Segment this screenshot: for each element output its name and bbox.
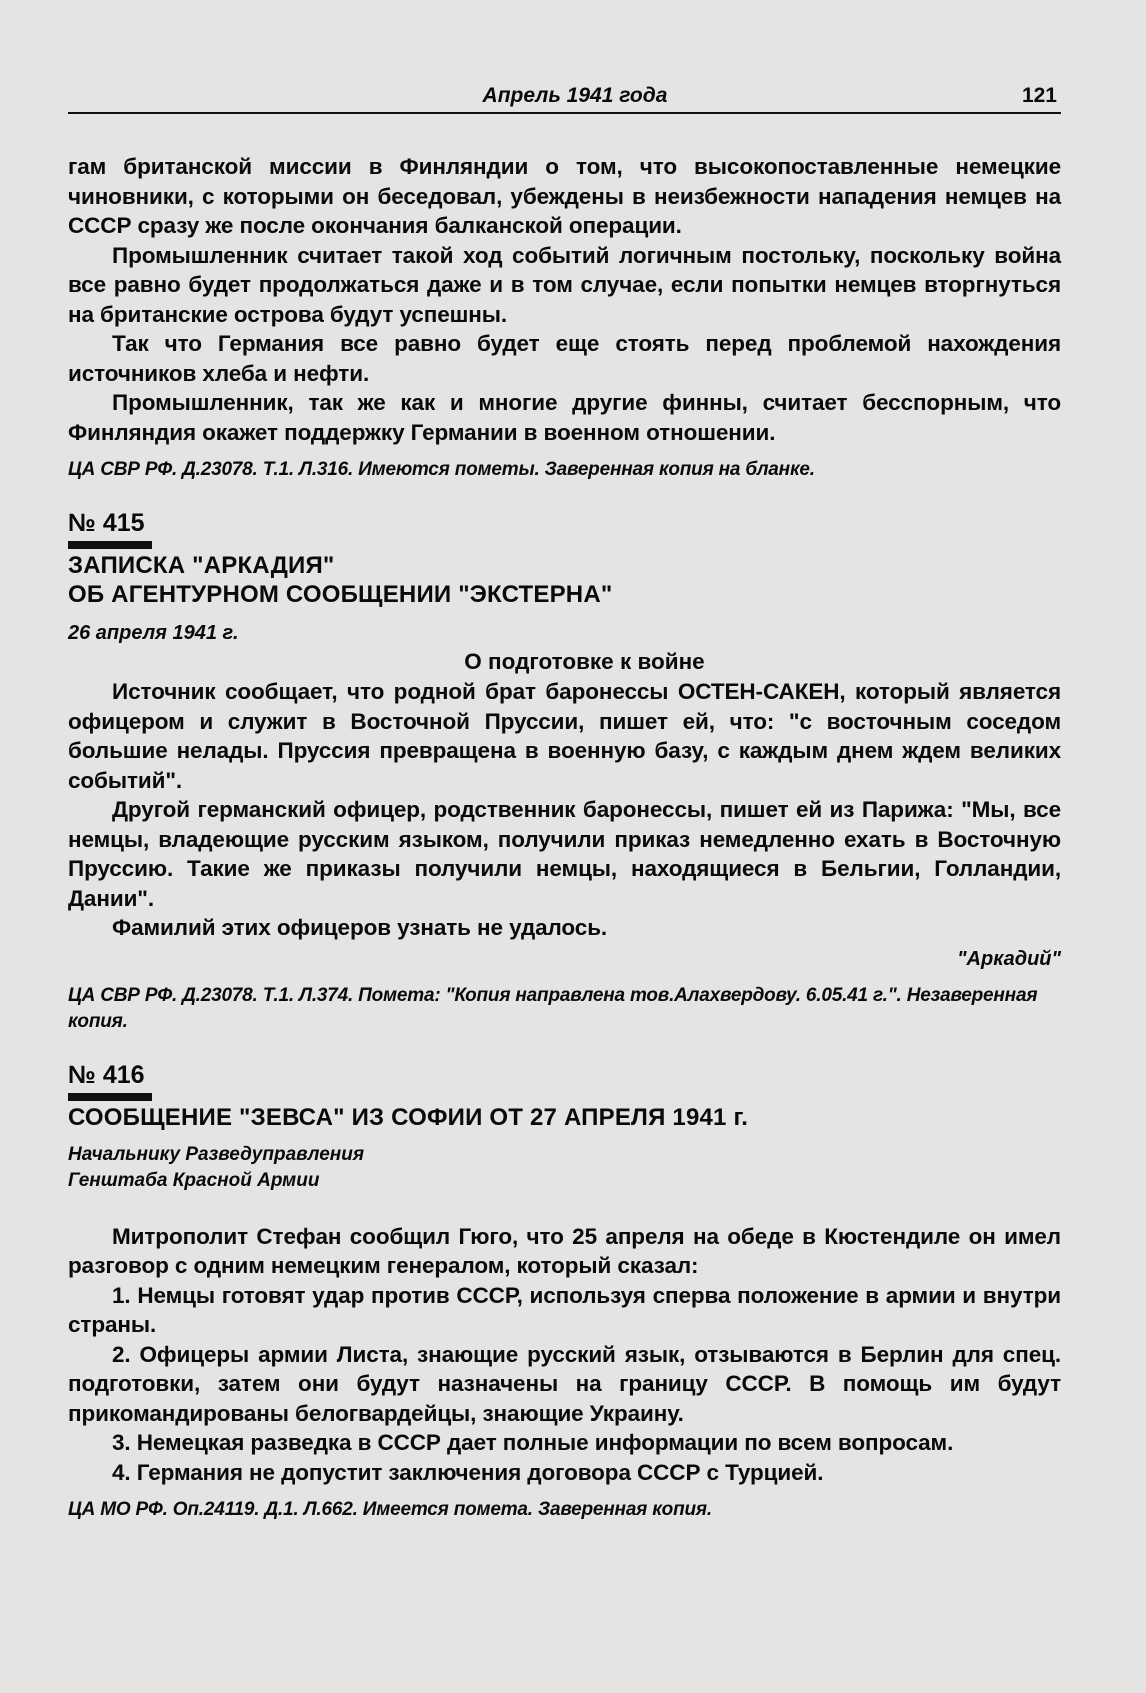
doc-416-addressee-line-1: Начальнику Разведуправления (68, 1143, 365, 1165)
doc-415-subheading: О подготовке к войне (464, 649, 705, 674)
doc-416-addressee (68, 1142, 1061, 1194)
doc-416-heading: СООБЩЕНИЕ "ЗЕВСА" ИЗ СОФИИ ОТ 27 АПРЕЛЯ 1941 г. (68, 1103, 749, 1131)
doc-415-source-note: ЦА СВР РФ. Д.23078. Т.1. Л.374. Помета: "Копия направлена тов.Алахвердову. 6.05.41 г.". Незаверенная копия. (68, 984, 1038, 1032)
intro-paragraph-4: Промышленник, так же как и многие другие финны, считает бесспорным, что Финляндия окажет поддержку Германии в военном отношении. (68, 390, 1061, 445)
doc-415-signature: "Аркадий" (957, 947, 1061, 970)
doc-415-paragraph-2: Другой германский офицер, родственник баронессы, пишет ей из Парижа: "Мы, все немцы, владеющие русским языком, получили приказ немедленно ехать в Восточную Пруссию. Такие же приказы получили немцы, находящиеся в Бельгии, Голландии, Дании". (68, 797, 1061, 911)
doc-416-source-note: ЦА МО РФ. Оп.24119. Д.1. Л.662. Имеется помета. Заверенная копия. (68, 1499, 712, 1520)
doc-416-addressee-line-2: Генштаба Красной Армии (68, 1169, 320, 1191)
running-head-title: Апрель 1941 года (482, 84, 668, 107)
intro-paragraph-2: Промышленник считает такой ход событий логичным постольку, поскольку война все равно будет продолжаться даже и в том случае, если попытки немцев вторгнуться на британские острова будут успешны. (68, 242, 1061, 327)
doc-415-paragraph-1: Источник сообщает, что родной брат баронессы ОСТЕН-САКЕН, который является офицером и служит в Восточной Пруссии, пишет ей, что: "с восточным соседом большие нелады. Пруссия превращена в военную базу, с каждым днем ждем великих событий". (68, 679, 1061, 793)
intro-paragraph-1: гам британской миссии в Финляндии о том, что высокопоставленные немецкие чиновники, с которыми он беседовал, убеждены в неизбежности нападения немцев на СССР сразу же после окончания балканской операции. (68, 154, 1061, 238)
doc-415-rule (68, 541, 152, 549)
doc-416-item-3: 3. Немецкая разведка в СССР дает полные информации по всем вопросам. (112, 1430, 954, 1455)
doc-416-number: № 416 (68, 1060, 145, 1089)
doc-416-item-1: 1. Немцы готовят удар против СССР, используя сперва положение в армии и внутри страны. (68, 1282, 1061, 1337)
page-number: 121 (1021, 84, 1057, 107)
doc-415-heading (68, 551, 1061, 609)
doc-415-heading-line-1: ЗАПИСКА "АРКАДИЯ" (68, 552, 335, 579)
doc-416-item-4: 4. Германия не допустит заключения договора СССР с Турцией. (112, 1459, 824, 1485)
intro-paragraph-3: Так что Германия все равно будет еще стоять перед проблемой нахождения источников хлеба и нефти. (68, 331, 1061, 386)
running-head (68, 76, 1061, 114)
doc-416-rule (68, 1093, 152, 1101)
doc-415-number: № 415 (68, 509, 145, 537)
doc-416-paragraph-1: Митрополит Стефан сообщил Гюго, что 25 апреля на обеде в Кюстендиле он имел разговор с одним немецким генералом, который сказал: (68, 1223, 1061, 1278)
doc-416-item-2: 2. Офицеры армии Листа, знающие русский язык, отзываются в Берлин для спец. подготовки, затем они будут назначены на границу СССР. В помощь им будут прикомандированы белогвардейцы, знающие Украину. (68, 1341, 1061, 1426)
spacer (68, 1194, 1061, 1222)
page-content (68, 114, 1061, 1523)
doc-415-date: 26 апреля 1941 г. (68, 622, 239, 644)
intro-source-note: ЦА СВР РФ. Д.23078. Т.1. Л.316. Имеются пометы. Заверенная копия на бланке. (68, 459, 815, 480)
doc-415-heading-line-2: ОБ АГЕНТУРНОМ СООБЩЕНИИ "ЭКСТЕРНА" (68, 581, 613, 608)
doc-415-paragraph-3: Фамилий этих офицеров узнать не удалось. (112, 915, 608, 940)
